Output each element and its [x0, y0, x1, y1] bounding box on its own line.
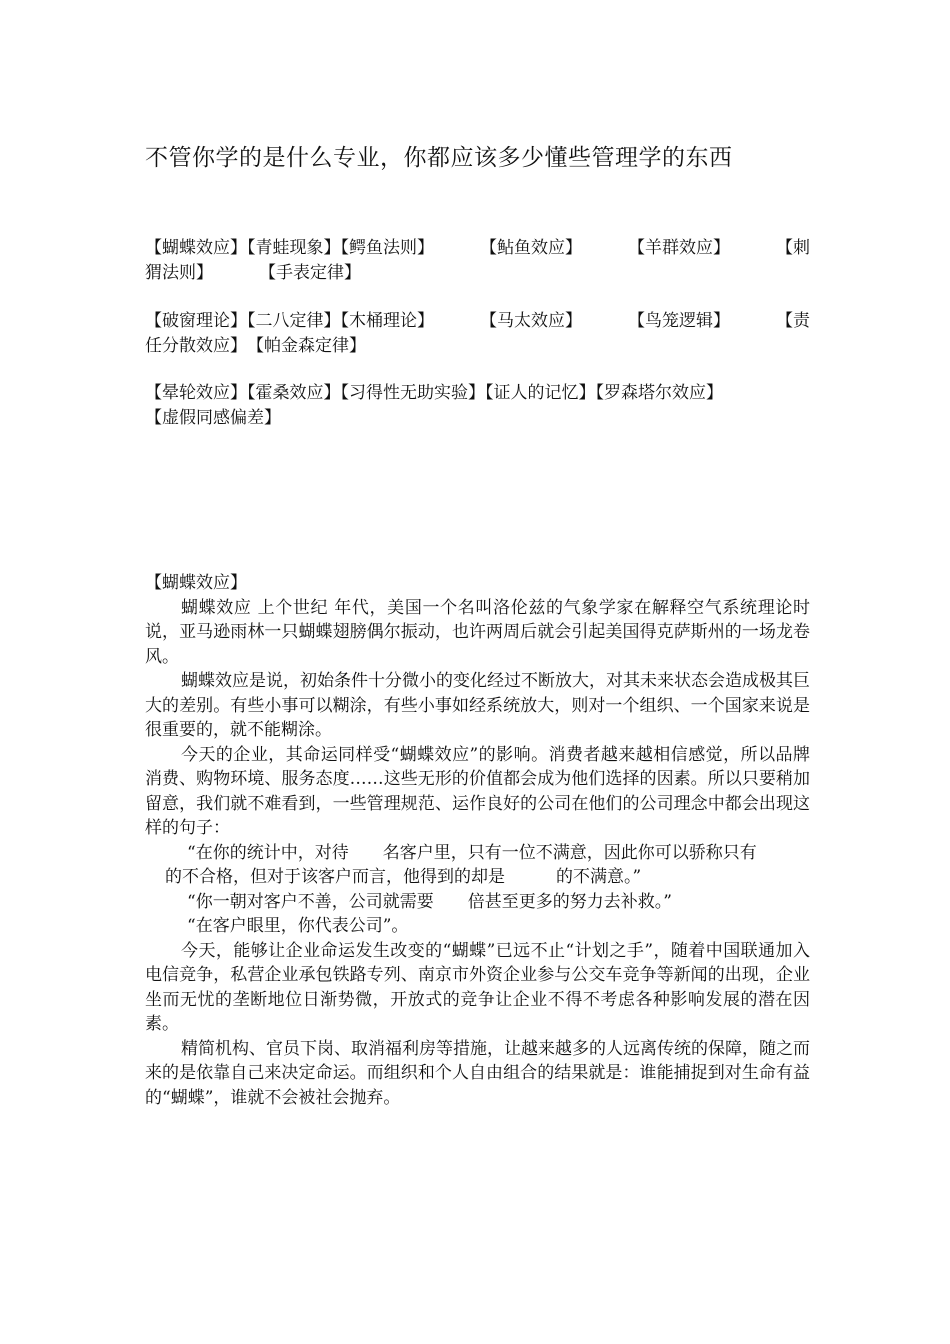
tag-line — [145, 334, 810, 359]
tag-text: 猬法则】 — [145, 263, 213, 283]
paragraph: 今天，能够让企业命运发生改变的“蝴蝶”已远不止“计划之手”，随着中国联通加入电信竞争，私营企业承包铁路专列、南京市外资企业参与公交车竞争等新闻的出现，企业坐而无忧的垄断地位日渐势微，开放式的竞争让企业不得不考虑各种影响发展的潜在因素。 — [145, 940, 810, 1034]
paragraph: 今天的企业，其命运同样受“蝴蝶效应”的影响。消费者越来越相信感觉，所以品牌消费、购物环境、服务态度……这些无形的价值都会成为他们选择的因素。所以只要稍加留意，我们就不难看到，一些管理规范、运作良好的公司在他们的公司理念中都会出现这样的句子： — [145, 744, 810, 838]
quote-line: 的不合格，但对于该客户而言，他得到的却是 的不满意。” — [165, 867, 642, 887]
tag-group-2 — [145, 309, 810, 359]
tag-line — [145, 261, 810, 286]
tag-text: 【蝴蝶效应】【青蛙现象】【鳄鱼法则】 — [145, 238, 434, 258]
tag-text: 【责 — [776, 311, 810, 331]
tag-text: 【羊群效应】 — [628, 238, 730, 258]
tag-line — [145, 406, 810, 431]
quote-line: “在你的统计中，对待 名客户里，只有一位不满意，因此你可以骄称只有 — [187, 842, 757, 863]
quote-line: “在客户眼里，你代表公司”。 — [187, 916, 409, 936]
paragraph: 蝴蝶效应 上个世纪 年代，美国一个名叫洛伦兹的气象学家在解释空气系统理论时说，亚马逊雨林一只蝴蝶翅膀偶尔振动，也许两周后就会引起美国得克萨斯州的一场龙卷风。 — [145, 597, 810, 667]
tag-line — [145, 381, 810, 406]
article-body — [145, 571, 810, 1110]
tag-text: 【鸟笼逻辑】 — [628, 311, 730, 331]
tag-text: 【手表定律】 — [259, 263, 361, 283]
tag-text: 【晕轮效应】【霍桑效应】【习得性无助实验】【证人的记忆】【罗森塔尔效应】 — [145, 383, 723, 403]
paragraph: 精简机构、官员下岗、取消福利房等措施，让越来越多的人远离传统的保障，随之而来的是依靠自己来决定命运。而组织和个人自由组合的结果就是：谁能捕捉到对生命有益的“蝴蝶”，谁就不会被社会抛弃。 — [145, 1038, 810, 1108]
tag-text: 【鲇鱼效应】 — [480, 238, 582, 258]
quote-line: “你一朝对客户不善，公司就需要 倍甚至更多的努力去补救。” — [187, 891, 672, 912]
tag-group-1 — [145, 236, 810, 286]
tag-text: 【破窗理论】【二八定律】【木桶理论】 — [145, 311, 434, 331]
tag-text: 任分散效应】 — [145, 336, 247, 356]
tag-text: 【虚假同感偏差】 — [145, 408, 281, 428]
page-title: 不管你学的是什么专业，你都应该多少懂些管理学的东西 — [145, 145, 733, 171]
tag-text: 【帕金森定律】 — [247, 336, 366, 356]
paragraph: 蝴蝶效应是说，初始条件十分微小的变化经过不断放大，对其未来状态会造成极其巨大的差别。有些小事可以糊涂，有些小事如经系统放大，则对一个组织、一个国家来说是很重要的，就不能糊涂。 — [145, 671, 810, 740]
tag-text: 【马太效应】 — [480, 311, 582, 331]
tag-line — [145, 236, 810, 261]
tag-line — [145, 309, 810, 334]
section-heading: 【蝴蝶效应】 — [145, 573, 247, 593]
tag-text: 【刺 — [776, 238, 810, 258]
tag-group-3 — [145, 381, 810, 431]
